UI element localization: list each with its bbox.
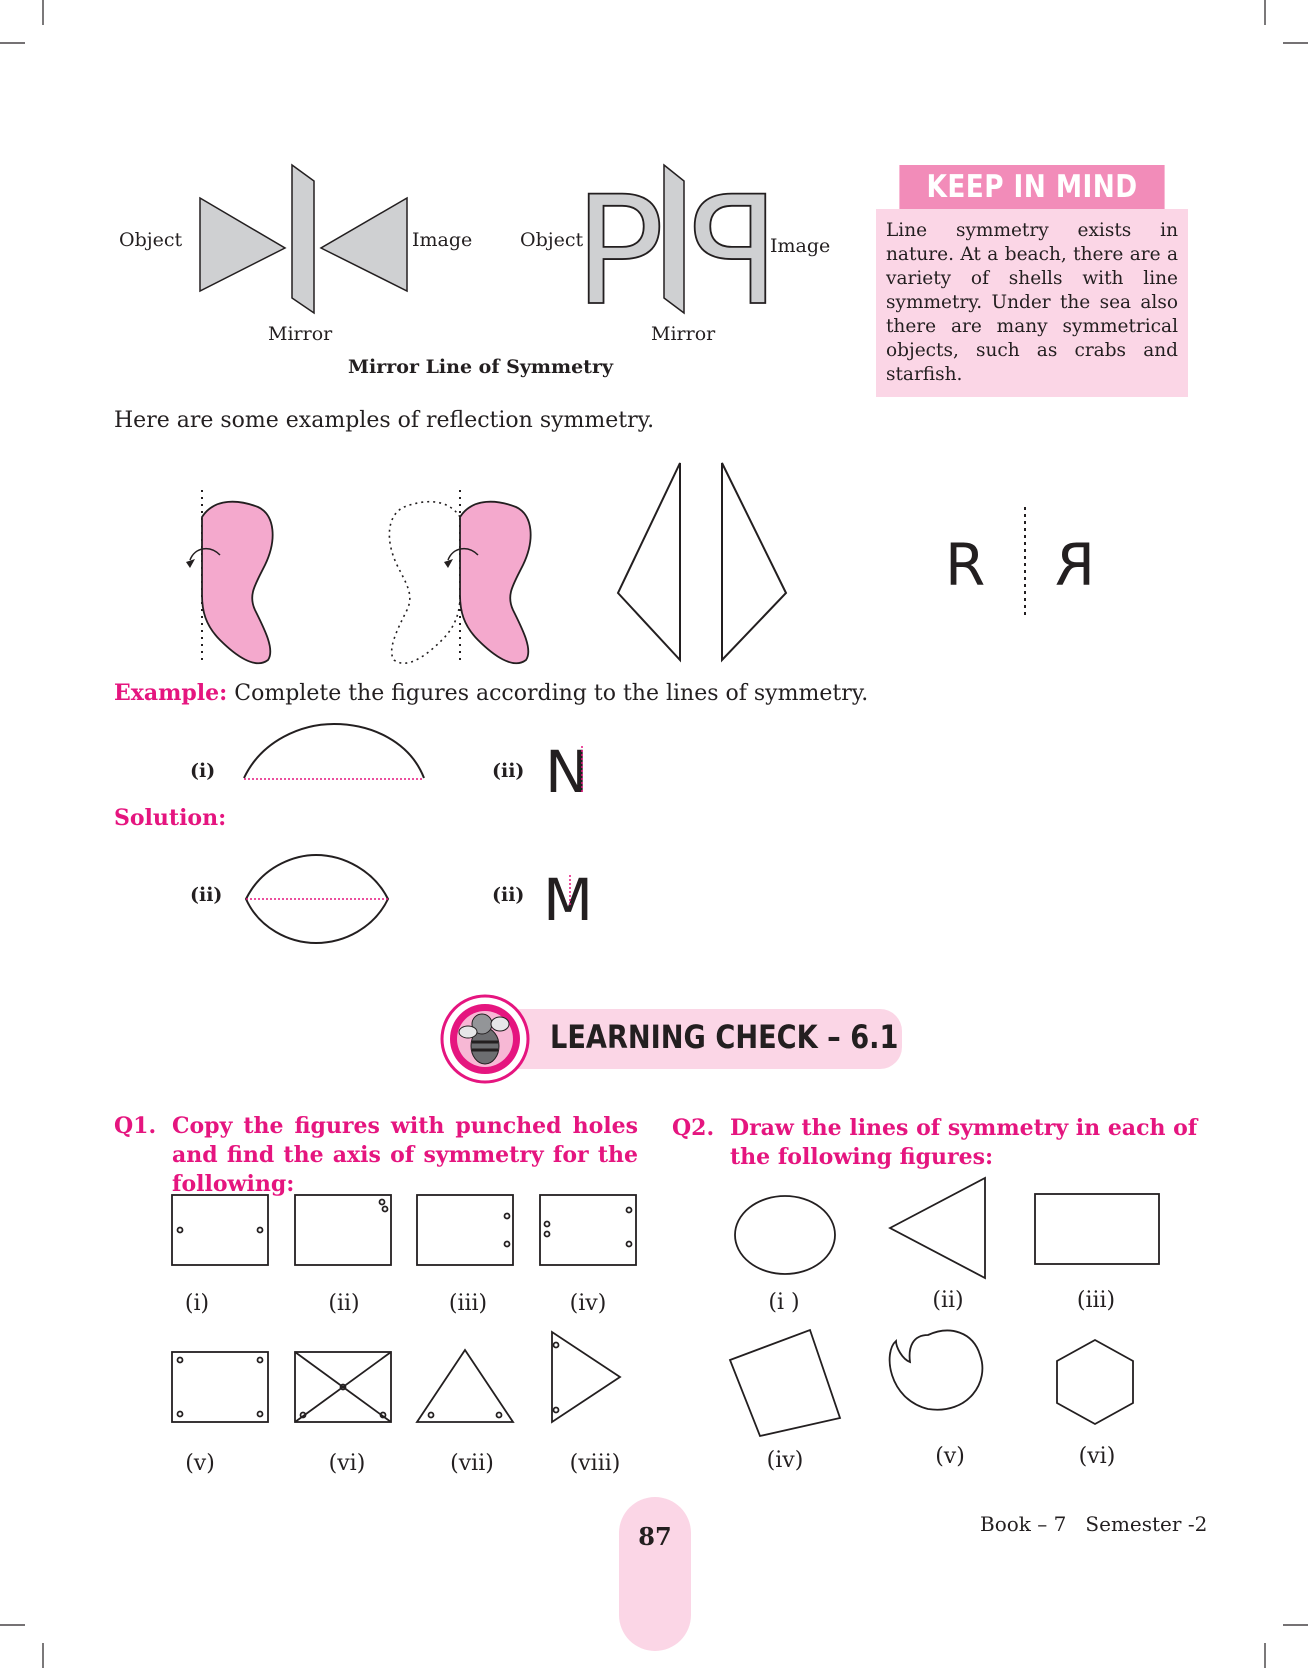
q1-label: (i) (184, 1291, 210, 1316)
example-line (114, 680, 868, 706)
image-label: Image (770, 235, 831, 257)
letter-p-image: P (689, 165, 780, 339)
q2-label: (iii) (1076, 1288, 1116, 1313)
page-number: 87 (638, 1522, 672, 1551)
solution-item-2: (ii) (492, 884, 525, 906)
q1-label: (iii) (448, 1291, 488, 1316)
letter-r: R (945, 531, 986, 599)
q2-label: (i ) (768, 1290, 800, 1315)
bee-mascot-icon (440, 994, 530, 1084)
q1-label: (iv) (569, 1291, 607, 1316)
half-ellipse-figure (242, 722, 432, 792)
footer-book (980, 1512, 1207, 1536)
solution-item-1: (ii) (190, 884, 223, 906)
learning-check-title: LEARNING CHECK – 6.1 (550, 1018, 899, 1056)
image-label: Image (412, 229, 473, 251)
triangle-mirror-figure (195, 163, 415, 323)
q1-number: Q1. (114, 1113, 157, 1139)
q1-label: (viii) (569, 1451, 621, 1476)
keep-in-mind-text: Line symmetry exists in nature. At a beach, there are a variety of shells with line symmetry. Under the sea also there are many symmetrical objects, such as crabs and starfish. (876, 209, 1188, 397)
keep-in-mind-title: KEEP IN MIND (899, 165, 1164, 209)
q1-label: (ii) (328, 1291, 360, 1316)
q1-label: (vii) (450, 1451, 494, 1476)
q2-label: (iv) (766, 1448, 804, 1473)
letter-n-figure (545, 738, 605, 808)
footer-book-label: Book – 7 (980, 1512, 1067, 1536)
solution-label: Solution: (114, 805, 227, 831)
reflection-intro: Here are some examples of reflection symmetry. (114, 408, 655, 433)
letter-p-object: P (574, 165, 665, 339)
object-label: Object (520, 229, 584, 251)
figure-caption: Mirror Line of Symmetry (348, 356, 614, 378)
mirror-label: Mirror (268, 323, 333, 345)
q1-label: (vi) (328, 1451, 366, 1476)
footer-semester: Semester -2 (1085, 1512, 1208, 1536)
q1-text: Copy the figures with punched holes and find the axis of symmetry for the following: (172, 1113, 638, 1197)
example-text: Complete the figures according to the lines of symmetry. (234, 681, 869, 706)
page-number-tab (619, 1497, 691, 1651)
kidney-shape (202, 502, 273, 664)
letter-r-mirrored: R (1054, 531, 1095, 599)
keep-in-mind-box (876, 165, 1188, 397)
letter-m: M (543, 866, 594, 934)
dotted-reflection-shape (389, 502, 460, 664)
letter-n: N (545, 738, 589, 806)
example-item-2: (ii) (492, 760, 525, 782)
q2-label: (ii) (932, 1288, 964, 1313)
example-item-1: (i) (190, 760, 216, 782)
example-label: Example: (114, 680, 228, 706)
q1-label: (v) (185, 1451, 215, 1476)
reflection-examples (180, 455, 1280, 665)
q2-label: (v) (935, 1444, 965, 1469)
kidney-shape (460, 502, 531, 664)
letter-m-figure (543, 865, 613, 935)
mirror-label: Mirror (651, 323, 716, 345)
ellipse-solution-figure (244, 853, 404, 948)
q2-number: Q2. (672, 1115, 715, 1141)
object-label: Object (119, 229, 183, 251)
q2-text: Draw the lines of symmetry in each of the following figures: (730, 1115, 1198, 1170)
q2-label: (vi) (1078, 1444, 1116, 1469)
half-kite-left (618, 463, 680, 660)
half-kite-right (722, 463, 786, 660)
